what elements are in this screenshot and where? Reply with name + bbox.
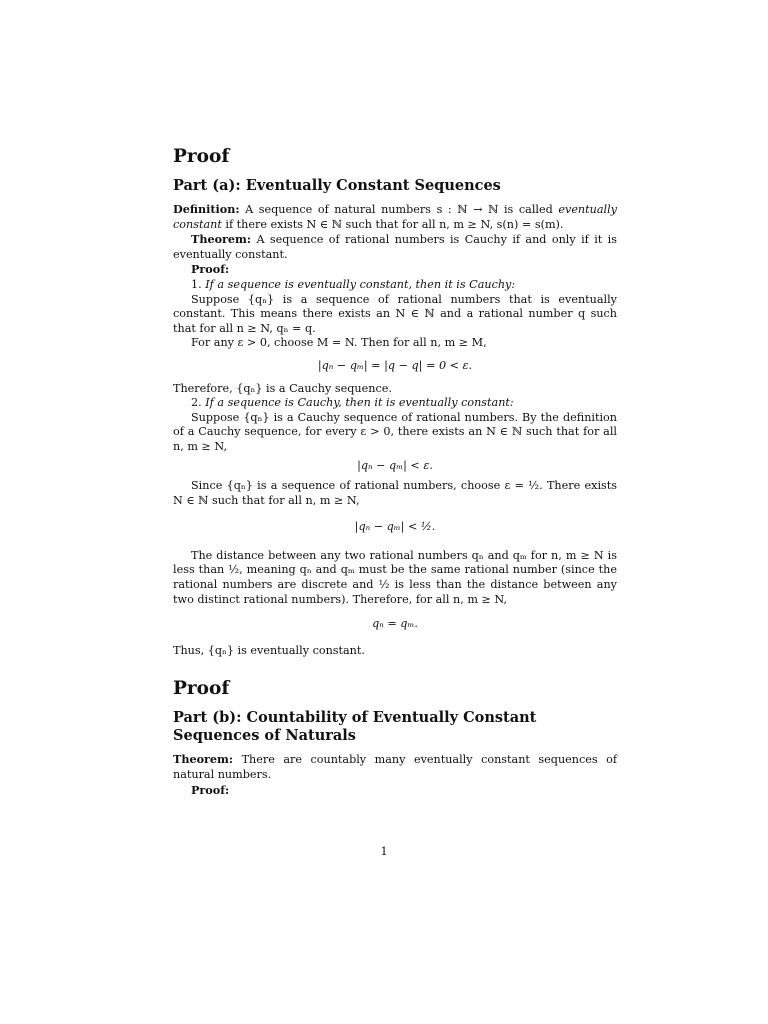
definition-label: Definition: [173,202,240,216]
claim-1-body: Suppose {qₙ} is a sequence of rational numbers that is eventually constant. This means there exists an N ∈ ℕ and a rational number q such that for all n ≥ N, qₙ = q. [173,292,617,335]
equation-2: |qₙ − qₘ| < ε. [357,458,433,472]
claim-2-conclusion: Thus, {qₙ} is eventually constant. [173,643,365,657]
claim-2-discrete: The distance between any two rational numbers qₙ and qₘ for n, m ≥ N is less than ½, meaning qₙ and qₘ must be the same rational number (since the rational numbers are discrete and ½ is less than the distance between any two distinct rational numbers). Therefore, for all n, m ≥ N, [173,548,617,606]
claim-1-conclusion: Therefore, {qₙ} is a Cauchy sequence. [173,381,392,395]
claim-2: 2. If a sequence is Cauchy, then it is eventually constant: [191,396,514,410]
part-a-heading: Part (a): Eventually Constant Sequences [173,177,501,194]
section-title-proof-a: Proof [173,146,230,167]
claim-2-epsilon: Since {qₙ} is a sequence of rational numbers, choose ε = ½. There exists N ∈ ℕ such that for all n, m ≥ N, [173,479,617,507]
claim-1: 1. If a sequence is eventually constant, then it is Cauchy: [191,277,516,291]
proof-a-label: Proof: [191,262,230,277]
proof-b-label: Proof: [191,782,230,797]
theorem-b-label: Theorem: [173,752,234,767]
theorem-b-paragraph: Theorem: There are countably many eventually constant sequences of natural numbers. [173,752,618,782]
definition-paragraph: Definition: A sequence of natural numbers s : ℕ → ℕ is called eventually constant if there exists N ∈ ℕ such that for all n, m ≥ N, s(n) = s(m). [173,202,617,231]
claim-2-body: Suppose {qₙ} is a Cauchy sequence of rational numbers. By the definition of a Cauchy sequence, for every ε > 0, there exists an N ∈ ℕ such that for all n, m ≥ N, [173,410,617,453]
eventually-constant-term: eventually constant [173,203,617,231]
part-b-heading: Part (b): Countability of Eventually Constant Sequences of Naturals [173,709,537,745]
page-number: 1 [380,845,388,858]
equation-3: |qₙ − qₘ| < ½. [354,520,436,534]
equation-4: qₙ = qₘ. [372,617,418,631]
theorem-a-label: Theorem: [191,232,252,247]
document-page [173,146,617,798]
equation-1: |qₙ − qₘ| = |q − q| = 0 < ε. [317,358,473,372]
section-title-proof-b: Proof [173,678,230,700]
claim-1-epsilon: For any ε > 0, choose M = N. Then for all n, m ≥ M, [191,336,487,350]
theorem-a-paragraph: Theorem: A sequence of rational numbers is Cauchy if and only if it is eventually constant. [173,232,617,261]
